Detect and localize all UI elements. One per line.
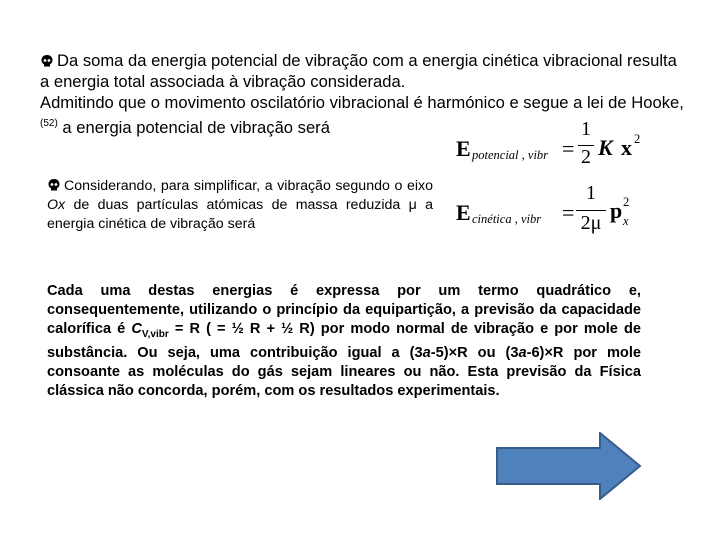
skull-icon [40, 54, 54, 68]
eq2-subscript-x: x [623, 214, 629, 228]
right-arrow-icon[interactable] [496, 432, 642, 500]
atom-count-a-1: a [422, 344, 431, 361]
kinetic-paragraph [47, 177, 433, 234]
eq2-equals: = [562, 200, 575, 225]
eq1-numerator: 1 [581, 118, 591, 140]
equipartition-paragraph [47, 282, 641, 401]
eq2-exponent: 2 [623, 195, 630, 209]
eq1-x: x [621, 135, 632, 160]
eq2-subscript: cinética , vibr [472, 212, 542, 226]
eq1-symbol-E: E [456, 136, 471, 161]
eq1-K: K [598, 135, 613, 160]
intro-line1: Da soma da energia potencial de vibração com a energia cinética vibracional resulta a energia total associada à vibração considerada. [40, 51, 677, 91]
eq2-denominator: 2μ [580, 212, 602, 234]
eq2-numerator: 1 [586, 182, 596, 204]
kinetic-text-1: Considerando, para simplificar, a vibração segundo o eixo [64, 178, 433, 194]
eq2-fraction-bar [576, 210, 606, 211]
heat-capacity-subscript: V,vibr [141, 328, 169, 340]
equipartition-text-a: Cada uma destas energias é expressa por um termo quadrático e, consequentemente, utilizando o princípio da equipartição, a previsão da capacidade calorífica é [47, 283, 641, 337]
axis-label: Ox [47, 197, 66, 213]
equipartition-text-d: -6)×R por mole consoante as moléculas do gás sejam lineares ou não. Esta previsão da Física clássica não concorda, porém, com os resultados experimentais. [47, 344, 642, 399]
equipartition-text-c: -5)×R ou (3 [430, 344, 519, 361]
eq1-equals: = [562, 136, 575, 161]
eq2-symbol-E: E [456, 200, 471, 225]
eq1-exponent: 2 [634, 132, 641, 146]
skull-icon [47, 178, 61, 192]
atom-count-a-2: a [518, 344, 527, 361]
eq1-denominator: 2 [581, 146, 591, 168]
kinetic-energy-equation [452, 178, 682, 248]
potential-energy-equation [452, 118, 682, 178]
eq2-p: p [610, 198, 623, 223]
next-arrow-shape[interactable] [497, 433, 640, 499]
heat-capacity-symbol: C [131, 321, 142, 337]
intro-line2: Admitindo que o movimento oscilatório vibracional é harmónico e segue a lei de Hooke, [40, 93, 684, 112]
intro-line2-tail: a energia potencial de vibração será [57, 118, 330, 137]
equipartition-text-b: = R ( = ½ R + ½ R) por modo normal de vibração e por mole de substância. Ou seja, uma contribuição igual a (3 [47, 321, 642, 361]
kinetic-text-3: a energia cinética de vibração será [47, 197, 433, 232]
reference-number: (52) [40, 118, 58, 129]
eq1-subscript: potencial , vibr [472, 148, 549, 162]
kinetic-text-2: de duas partículas atómicas de massa reduzida [65, 197, 409, 213]
mu-symbol: μ [408, 197, 417, 213]
